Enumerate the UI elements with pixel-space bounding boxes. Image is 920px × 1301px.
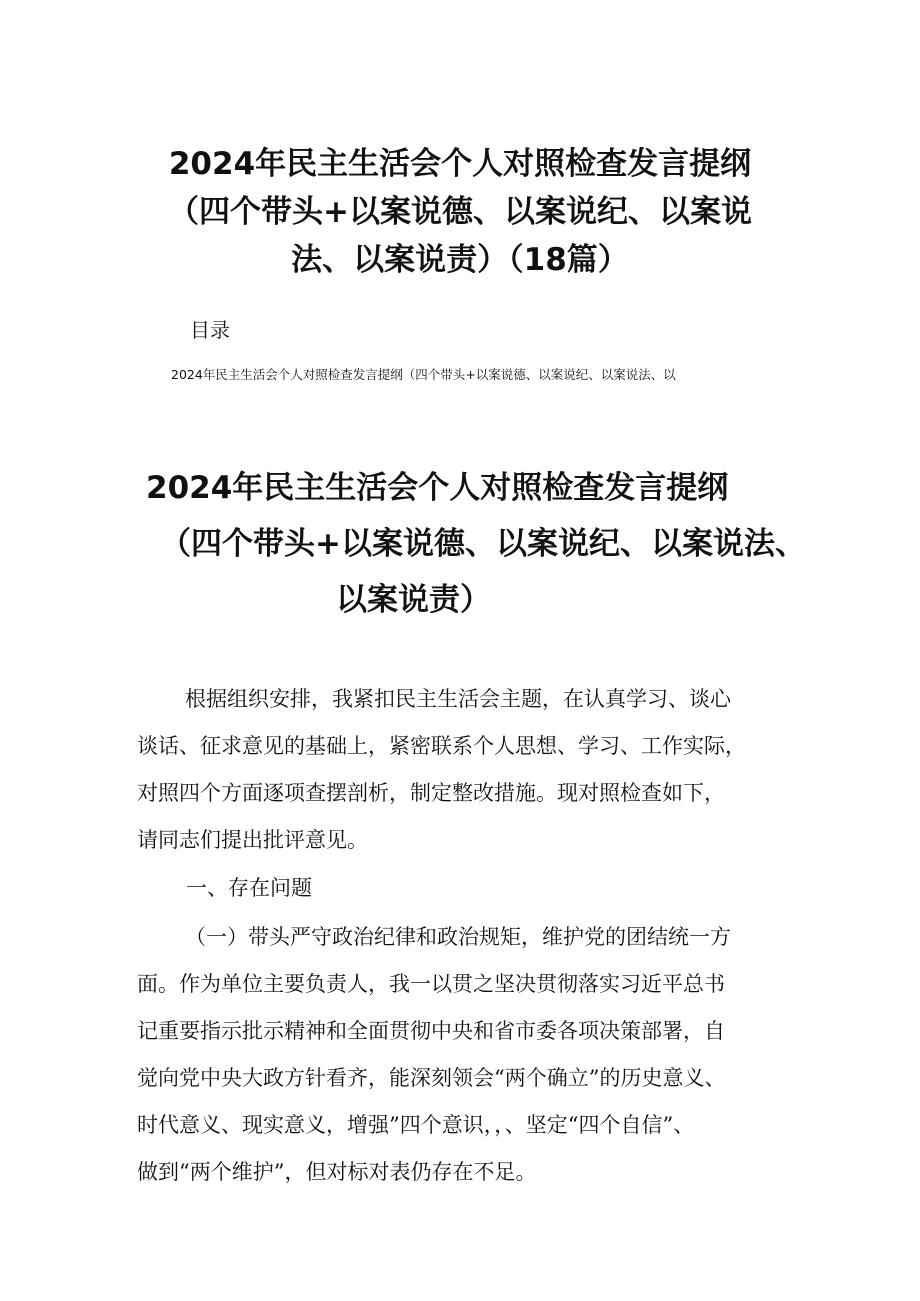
paragraph-line: 谈话、征求意见的基础上，紧密联系个人思想、学习、工作实际， — [137, 734, 746, 758]
document-title — [140, 140, 780, 284]
paragraph-line: 根据组织安排，我紧扣民主生活会主题，在认真学习、谈心 — [185, 687, 731, 711]
toc-entry-link[interactable]: 2024年民主生活会个人对照检查发言提纲（四个带头+以案说德、以案说纪、以案说法、以 — [171, 367, 676, 382]
document-title-line: 2024年民主生活会个人对照检查发言提纲 — [168, 146, 752, 182]
paragraph-line: 觉向党中央大政方针看齐，能深刻领会“两个确立”的历史意义、 — [137, 1066, 726, 1090]
section-title — [146, 460, 826, 628]
section-title-line: 以案说责） — [336, 582, 491, 618]
section-title-line: （四个带头+以案说德、以案说纪、以案说法、 — [160, 526, 806, 562]
document-title-line: （四个带头+以案说德、以案说纪、以案说 — [168, 194, 752, 230]
paragraph-line: 做到“两个维护”，但对标对表仍存在不足。 — [137, 1160, 537, 1184]
paragraph-line: 对照四个方面逐项查摆剖析，制定整改措施。现对照检查如下， — [137, 781, 725, 805]
paragraph-line: （一）带头严守政治纪律和政治规矩，维护党的团结统一方 — [185, 925, 731, 949]
toc-heading: 目录 — [190, 318, 230, 342]
intro-paragraph — [137, 676, 797, 864]
problem-paragraph — [137, 914, 807, 1196]
document-title-line: 法、以案说责）（18篇） — [291, 242, 629, 278]
paragraph-line: 记重要指示批示精神和全面贯彻中央和省市委各项决策部署，自 — [137, 1019, 725, 1043]
paragraph-line: 时代意义、现实意义，增强”四个意识，，、坚定“四个自信”、 — [137, 1113, 695, 1137]
paragraph-line: 请同志们提出批评意见。 — [137, 828, 368, 852]
heading-existing-problems: 一、存在问题 — [186, 876, 312, 900]
paragraph-line: 面。作为单位主要负责人，我一以贯之坚决贯彻落实习近平总书 — [137, 972, 725, 996]
section-title-line: 2024年民主生活会个人对照检查发言提纲 — [146, 470, 729, 506]
